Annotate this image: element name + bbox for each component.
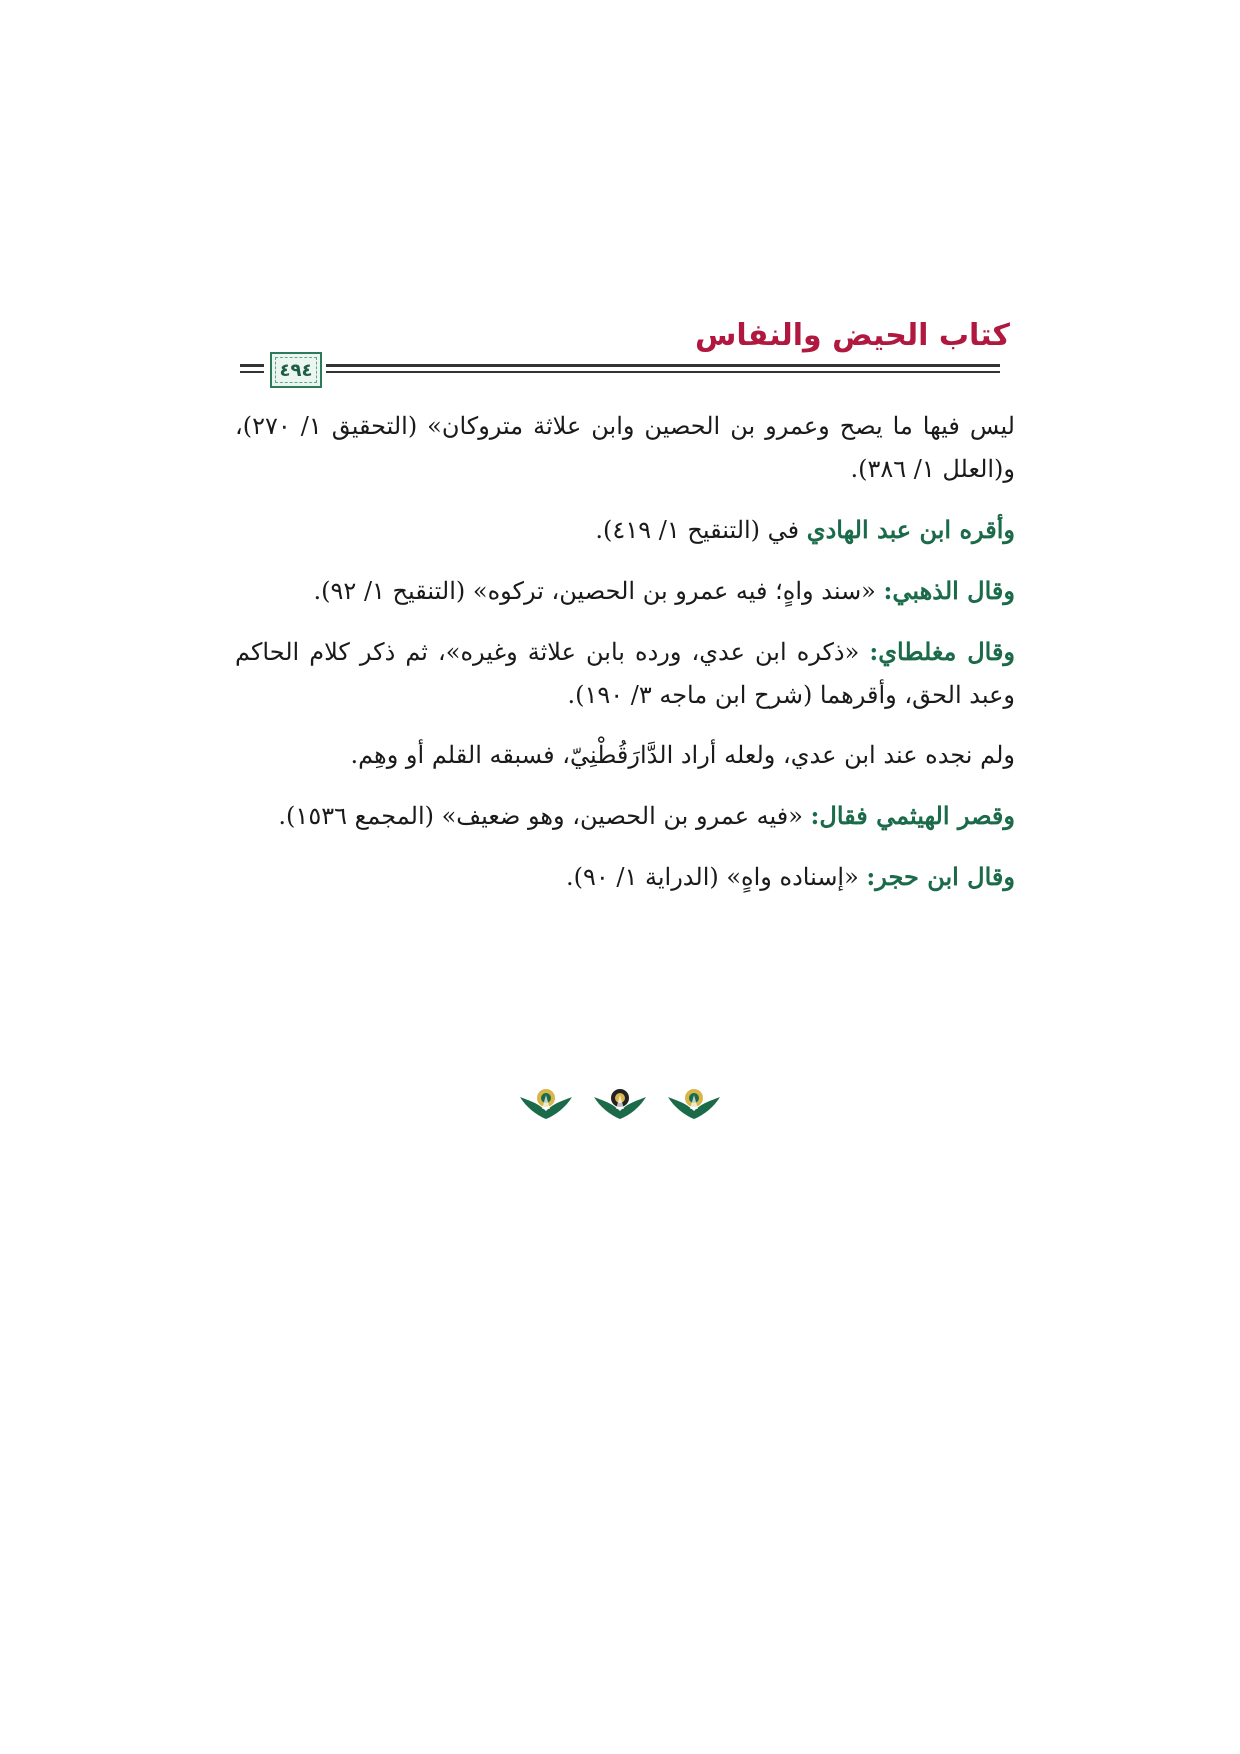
paragraph-4-text: «ذكره ابن عدي، ورده بابن علاثة وغيره»، ثم ذكر كلام الحاكم وعبد الحق، وأقرهما (شرح ابن ماجه ٣/ ١٩٠). [235, 638, 1015, 709]
header-rule [326, 364, 1000, 367]
paragraph-1-text: ليس فيها ما يصح وعمرو بن الحصين وابن علاثة متروكان» (التحقيق ١/ ٢٧٠)، و(العلل ١/ ٣٨٦). [235, 412, 1015, 483]
paragraph-1 [235, 405, 1015, 491]
page-number: ٤٩٤ [279, 359, 313, 381]
section-end-ornament [0, 1085, 1240, 1121]
paragraph-2 [235, 508, 1015, 552]
floral-ornament-icon [518, 1085, 574, 1121]
paragraph-3-lead: وقال الذهبي: [883, 576, 1015, 605]
book-title: كتاب الحيض والنفاس [694, 318, 1010, 353]
paragraph-6-text: «فيه عمرو بن الحصين، وهو ضعيف» (المجمع ١٥٣٦). [278, 802, 811, 830]
paragraph-2-lead: وأقره ابن عبد الهادي [806, 515, 1015, 544]
main-text [235, 405, 1015, 916]
paragraph-3 [235, 569, 1015, 613]
floral-ornament-icon [666, 1085, 722, 1121]
paragraph-7 [235, 855, 1015, 899]
paragraph-7-lead: وقال ابن حجر: [866, 862, 1015, 891]
paragraph-5-text: ولم نجده عند ابن عدي، ولعله أراد الدَّارَقُطْنِيّ، فسبقه القلم أو وهِم. [350, 741, 1015, 769]
paragraph-4 [235, 630, 1015, 717]
paragraph-4-lead: وقال مغلطاي: [869, 637, 1015, 666]
paragraph-6 [235, 794, 1015, 838]
paragraph-2-text: في (التنقيح ١/ ٤١٩). [595, 516, 807, 544]
paragraph-6-lead: وقصر الهيثمي فقال: [810, 801, 1015, 830]
page-header [240, 318, 1010, 390]
paragraph-5 [235, 734, 1015, 777]
header-rule-left-short-2 [240, 371, 264, 373]
paragraph-3-text: «سند واهٍ؛ فيه عمرو بن الحصين، تركوه» (التنقيح ١/ ٩٢). [313, 577, 884, 605]
paragraph-7-text: «إسناده واهٍ» (الدراية ١/ ٩٠). [565, 863, 867, 891]
header-rule-secondary [326, 371, 1000, 373]
page-number-badge [270, 352, 322, 388]
floral-ornament-icon [592, 1085, 648, 1121]
header-rule-left-short [240, 364, 264, 367]
